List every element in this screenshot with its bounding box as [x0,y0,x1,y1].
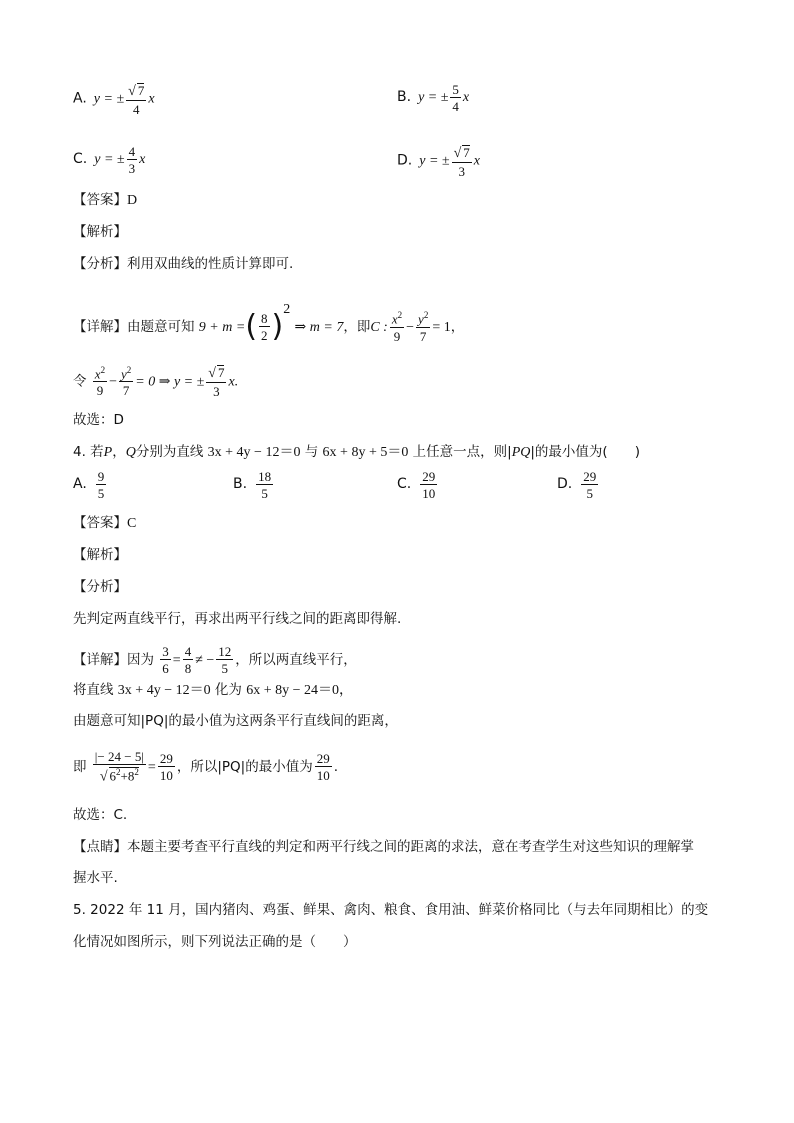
q3-option-c-prefix: y = ± [94,152,125,168]
q4-line2: 6x + 8y + 5＝0 [322,445,409,460]
q3-option-b: B. y = ± $\frac{5}{4}$ x [397,82,470,114]
q4-stem: 4. 若P，Q分别为直线 3x + 4y − 12＝0 与 6x + 8y + 5＝0 上任意一点，则|PQ|的最小值为( ) [73,444,640,460]
q3-option-a-fraction: $\frac{√ 7}{4}$ [128,83,145,117]
answer-tag: 【答案】 [73,192,127,208]
q3-choose: 故选：D [73,412,124,428]
q3-ling: 令 $\frac{x^2}{9}$ − $\frac{y^2}{7}$ = 0 ⇒ y = ± $\frac{√ 7}{3}$ x. [73,364,239,399]
q4-dianjing-cont: 握水平. [73,870,118,886]
q4-convert: 将直线 3x + 4y − 12＝0 化为 6x + 8y − 24＝0， [73,682,353,698]
q4-line1: 3x + 4y − 12＝0 [207,445,301,460]
q4-option-b: B. $\frac{18}{5}$ [233,469,272,501]
q4-fenxi-text: 先判定两直线平行，再求出两平行线之间的距离即得解. [73,611,402,627]
q4-option-d: D. $\frac{29}{5}$ [557,469,597,501]
q4-fenxi-tag: 【分析】 [73,579,127,595]
q3-option-d-fraction: $\frac{√ 7}{3}$ [453,145,470,179]
q3-detail: 【详解】由题意可知 9 + m =( $\frac{8}{2}$ )$^2$ ⇒ m = 7，即C : $\frac{x^2}{9}$ − $\frac{y^2}{7}$ = 1， [73,302,465,344]
q3-answer: 【答案】D [73,192,138,208]
q4-answer: 【答案】C [73,515,137,531]
q3-option-d-prefix: y = ± [419,153,450,169]
q5-stem-line2: 化情况如图所示，则下列说法正确的是（ ） [73,934,357,950]
q4-min-text: 由题意可知|PQ|的最小值为这两条平行直线间的距离， [73,713,398,729]
q3-option-c: C. y = ± $\frac{4}{3}$ x [73,144,146,176]
q3-option-b-prefix: y = ± [418,90,449,106]
q4-option-a: A. $\frac{9}{5}$ [73,469,105,501]
q4-option-c: C. $\frac{29}{10}$ [397,469,436,501]
q3-fenxi: 【分析】利用双曲线的性质计算即可. [73,256,294,272]
q4-ji: 即 $\frac{|- 24 - 5|}{√ 6^2+8^2}$ = $\frac{29}{10}$ ，所以|PQ|的最小值为 $\frac{29}{10}$ . [73,749,338,785]
q4-analysis-tag: 【解析】 [73,547,127,563]
q4-detail: 【详解】因为 $\frac{3}{6}$ = $\frac{4}{8}$ ≠ − $\frac{12}{5}$ ，所以两直线平行， [73,644,357,676]
q3-option-c-fraction: $\frac{4}{3}$ [128,144,136,176]
q5-stem-line1: 5. 2022 年 11 月，国内猪肉、鸡蛋、鲜果、禽肉、粮食、食用油、鲜菜价格同比（与去年同期相比）的变 [73,902,709,918]
q3-option-a-prefix: y = ± [93,91,125,107]
q3-option-a: A. y = ± $\frac{√ 7}{4}$ x [73,83,155,117]
q4-choose: 故选：C. [73,807,128,823]
q3-option-d: D. y = ± $\frac{√ 7}{3}$ x [397,145,480,179]
q4-dianjing: 【点睛】本题主要考查平行直线的判定和两平行线之间的距离的求法，意在考查学生对这些知识的理解掌 [73,839,694,855]
q3-analysis-tag: 【解析】 [73,224,127,240]
q3-option-b-fraction: $\frac{5}{4}$ [452,82,459,114]
